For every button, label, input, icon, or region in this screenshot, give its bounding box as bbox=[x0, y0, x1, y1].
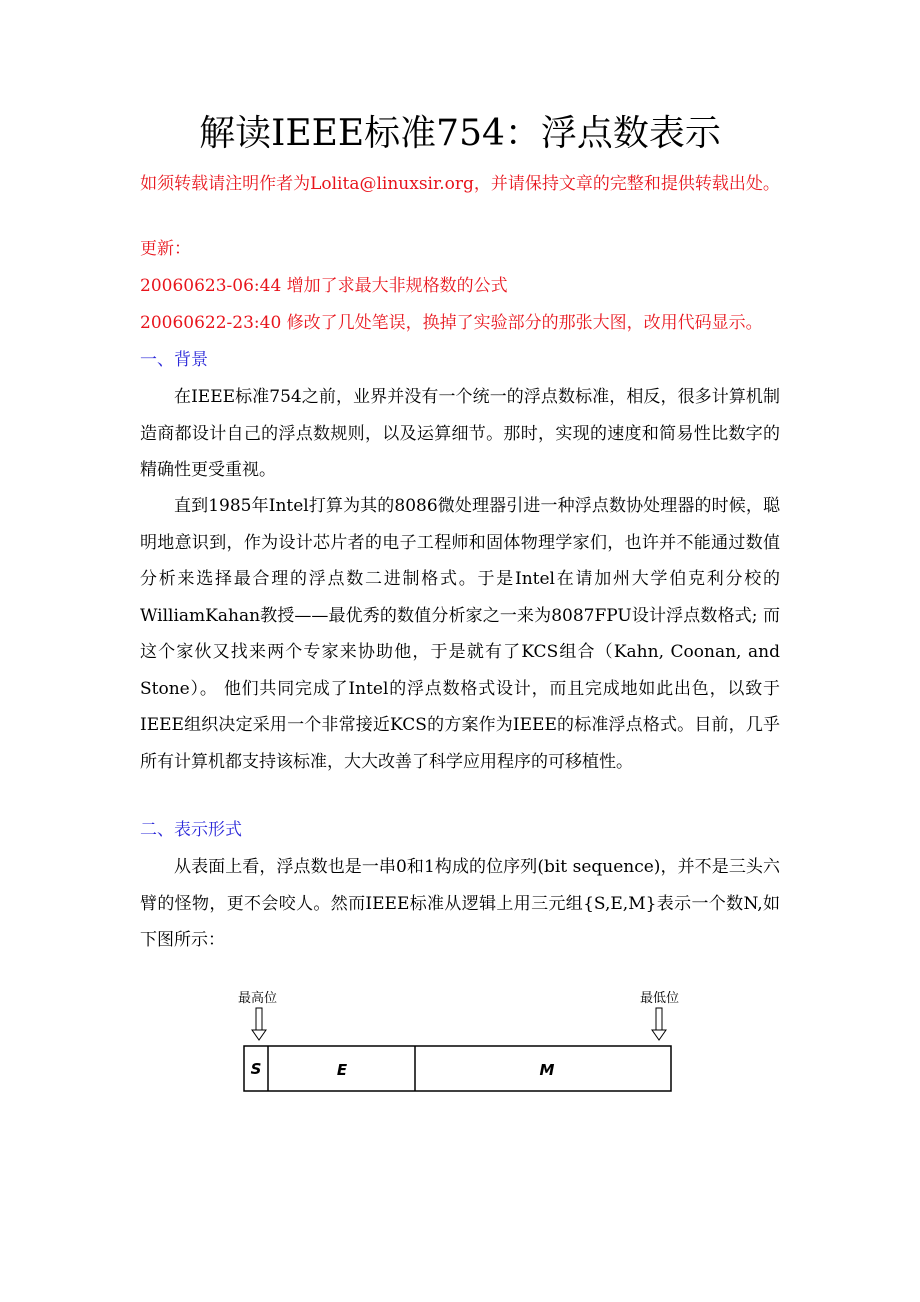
section-heading-representation: 二、表示形式 bbox=[140, 820, 242, 840]
copyright-notice: 如须转载请注明作者为Lolita@linuxsir.org，并请保持文章的完整和提供转载出处。 bbox=[140, 174, 780, 194]
msb-label: 最高位 bbox=[238, 991, 278, 1006]
update-entry-1: 20060623-06:44 增加了求最大非规格数的公式 bbox=[140, 276, 508, 296]
paragraph-background-2: 直到1985年Intel打算为其的8086微处理器引进一种浮点数协处理器的时候，聪明地意识到，作为设计芯片者的电子工程师和固体物理学家们，也许并不能通过数值分析来选择最合理的浮点数二进制格式。于是Intel在请加州大学伯克利分校的WilliamKahan教授——最优秀的数值分析家之一来为8087FPU设计浮点数格式; 而这个家伙又找来两个专家来协助他，于是就有了KCS组合（Kahn, Coonan, and Stone）。 他们共同完成了Intel的浮点数格式设计，而且完成地如此出色，以致于IEEE组织决定采用一个非常接近KCS的方案作为IEEE的标准浮点格式。目前，几乎所有计算机都支持该标准，大大改善了科学应用程序的可移植性。 bbox=[140, 496, 780, 772]
bit-field-box bbox=[244, 1046, 671, 1091]
mantissa-field-label: M bbox=[539, 1061, 555, 1079]
exponent-field-label: E bbox=[336, 1061, 348, 1079]
update-entry-2: 20060622-23:40 修改了几处笔误，换掉了实验部分的那张大图，改用代码显示。 bbox=[140, 313, 763, 333]
floating-point-format-diagram bbox=[230, 984, 690, 1104]
paragraph-background-1: 在IEEE标准754之前，业界并没有一个统一的浮点数标准，相反，很多计算机制造商都设计自己的浮点数规则，以及运算细节。那时，实现的速度和简易性比数字的精确性更受重视。 bbox=[140, 387, 780, 480]
lsb-label: 最低位 bbox=[640, 991, 680, 1006]
section-heading-background: 一、背景 bbox=[140, 350, 208, 370]
paragraph-representation-1: 从表面上看，浮点数也是一串0和1构成的位序列(bit sequence)，并不是三头六臂的怪物，更不会咬人。然而IEEE标准从逻辑上用三元组{S,E,M}表示一个数N,如下图所示： bbox=[140, 857, 780, 950]
sign-field-label: S bbox=[250, 1060, 262, 1078]
document-title: 解读IEEE标准754：浮点数表示 bbox=[199, 113, 721, 154]
msb-arrow-icon bbox=[252, 1008, 266, 1040]
lsb-arrow-icon bbox=[652, 1008, 666, 1040]
updates-label: 更新： bbox=[140, 239, 191, 259]
